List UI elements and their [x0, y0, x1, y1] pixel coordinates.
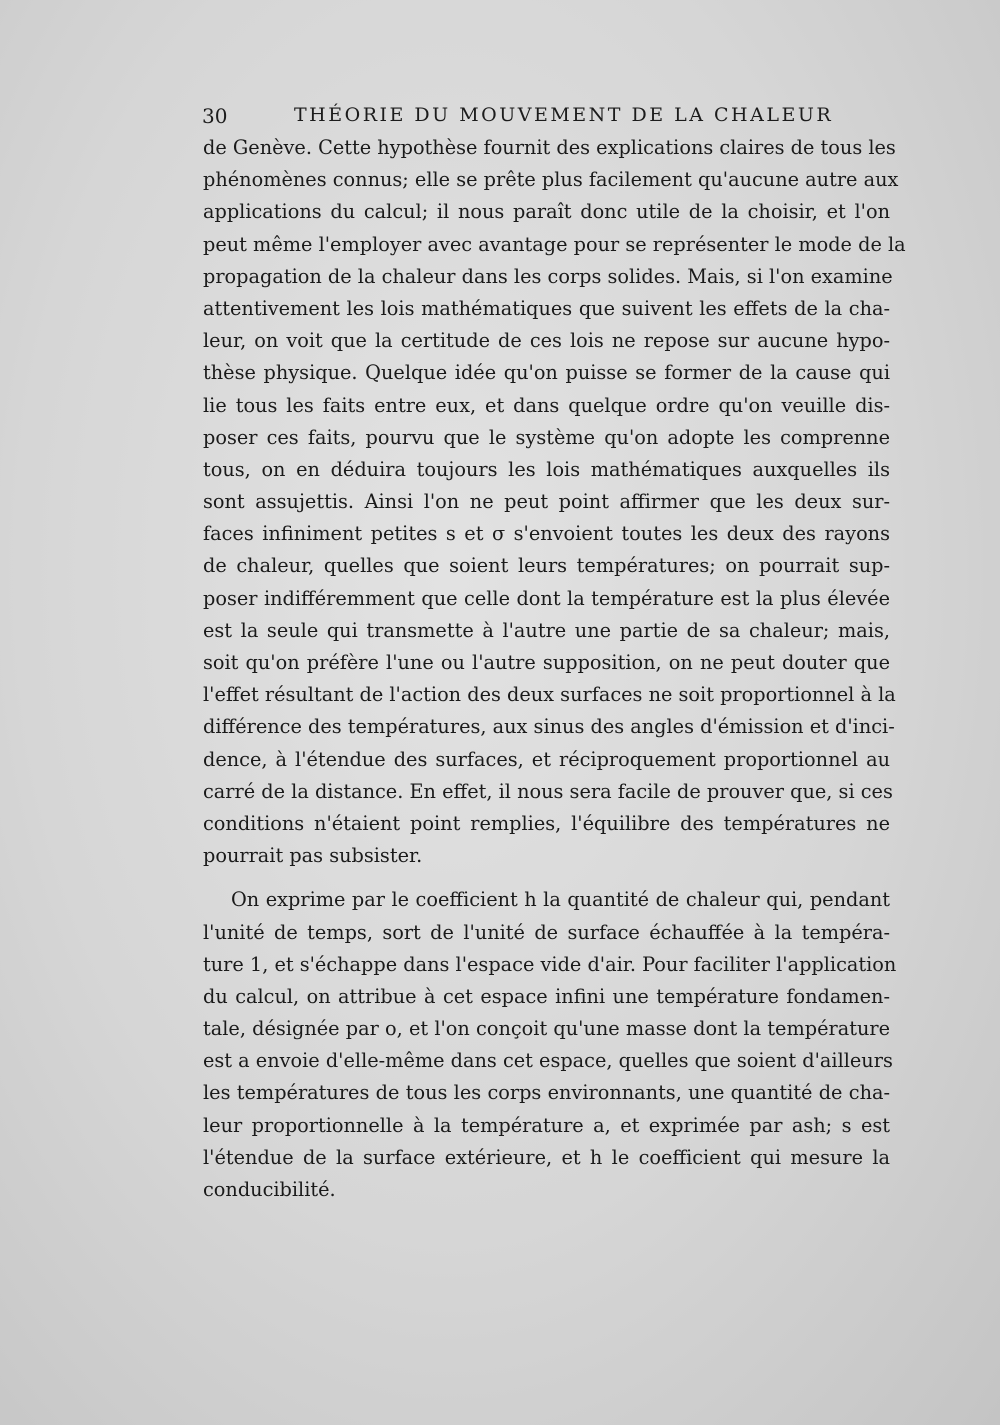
- text-line: tous, on en déduira toujours les lois mathématiques auxquelles ils: [203, 457, 890, 481]
- text-line: applications du calcul; il nous paraît donc utile de la choisir, et l'on: [203, 200, 890, 224]
- text-line: de Genève. Cette hypothèse fournit des explications claires de tous les: [203, 136, 896, 159]
- text-line: thèse physique. Quelque idée qu'on puisse se former de la cause qui: [203, 361, 890, 385]
- text-line: est la seule qui transmette à l'autre une partie de sa chaleur; mais,: [203, 618, 890, 642]
- text-line: tale, désignée par o, et l'on conçoit qu'une masse dont la température: [203, 1017, 890, 1041]
- text-line: carré de la distance. En effet, il nous sera facile de prouver que, si ces: [203, 779, 893, 803]
- text-line: dence, à l'étendue des surfaces, et réciproquement proportionnel au: [203, 747, 890, 771]
- text-line: l'unité de temps, sort de l'unité de surface échauffée à la tempéra-: [203, 920, 890, 944]
- text-line: leur proportionnelle à la température a, et exprimée par ash; s est: [203, 1113, 890, 1137]
- text-line: différence des températures, aux sinus des angles d'émission et d'inci-: [203, 715, 895, 739]
- text-line: On exprime par le coefficient h la quantité de chaleur qui, pendant: [231, 888, 890, 912]
- text-line: propagation de la chaleur dans les corps solides. Mais, si l'on examine: [203, 264, 893, 288]
- text-line: conducibilité.: [203, 1178, 336, 1201]
- text-line: attentivement les lois mathématiques que suivent les effets de la cha-: [203, 296, 890, 320]
- text-line: poser ces faits, pourvu que le système qu'on adopte les comprenne: [203, 425, 890, 449]
- paragraph: [203, 132, 906, 872]
- paragraph: [203, 884, 897, 1206]
- text-line: du calcul, on attribue à cet espace infini une température fondamen-: [203, 984, 890, 1008]
- text-line: l'effet résultant de l'action des deux surfaces ne soit proportionnel à la: [203, 683, 896, 707]
- text-line: ture 1, et s'échappe dans l'espace vide d'air. Pour faciliter l'application: [203, 952, 897, 976]
- text-line: faces infiniment petites s et σ s'envoient toutes les deux des rayons: [203, 522, 890, 546]
- body-text: [203, 132, 906, 1206]
- text-line: poser indifféremment que celle dont la température est la plus élevée: [203, 586, 890, 610]
- text-line: soit qu'on préfère l'une ou l'autre supposition, on ne peut douter que: [203, 651, 890, 674]
- text-line: est a envoie d'elle-même dans cet espace, quelles que soient d'ailleurs: [203, 1049, 893, 1073]
- text-line: conditions n'étaient point remplies, l'équilibre des températures ne: [203, 811, 890, 835]
- text-line: leur, on voit que la certitude de ces lois ne repose sur aucune hypo-: [203, 329, 890, 353]
- text-line: peut même l'employer avec avantage pour se représenter le mode de la: [203, 232, 906, 256]
- page-number: 30: [202, 104, 228, 128]
- text-line: lie tous les faits entre eux, et dans quelque ordre qu'on veuille dis-: [203, 393, 890, 417]
- text-line: les températures de tous les corps environnants, une quantité de cha-: [203, 1081, 890, 1105]
- text-line: sont assujettis. Ainsi l'on ne peut point affirmer que les deux sur-: [203, 490, 890, 514]
- running-title: THÉORIE DU MOUVEMENT DE LA CHALEUR: [294, 104, 834, 126]
- text-line: phénomènes connus; elle se prête plus facilement qu'aucune autre aux: [203, 168, 899, 192]
- text-line: l'étendue de la surface extérieure, et h le coefficient qui mesure la: [203, 1145, 890, 1169]
- text-line: de chaleur, quelles que soient leurs températures; on pourrait sup-: [203, 554, 890, 578]
- text-line: pourrait pas subsister.: [203, 844, 423, 868]
